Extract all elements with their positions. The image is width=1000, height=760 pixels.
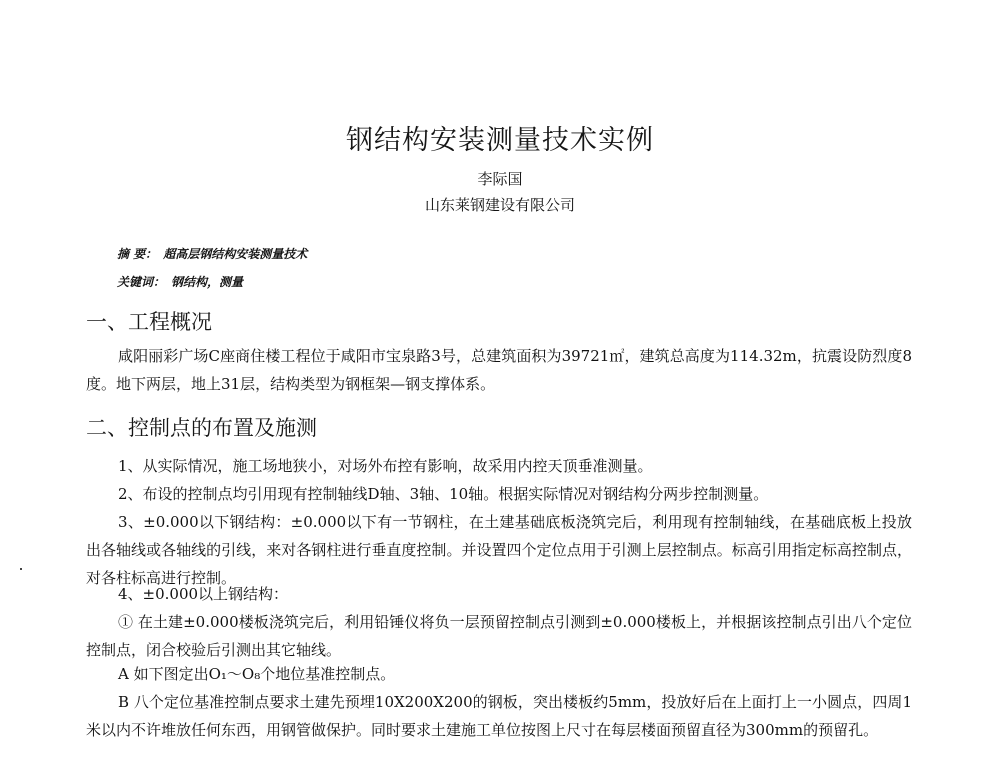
paragraph-item: 3、±0.000以下钢结构：±0.000以下有一节钢柱，在土建基础底板浇筑完后，利用现有控制轴线，在基础底板上投放出各轴线或各轴线的引线，来对各钢柱进行垂直度控制。并设置四个定位点用于引测上层控制点。标高引用指定标高控制点，对各柱标高进行控制。 [86,513,912,587]
author-affiliation: 山东莱钢建设有限公司 [424,196,575,214]
keywords-line [117,273,243,290]
abstract-line [117,245,307,262]
paragraph-item: 4、±0.000以上钢结构： [118,585,289,603]
paragraph-item: 1、从实际情况，施工场地狭小，对场外布控有影响，故采用内控天顶垂准测量。 [118,457,653,475]
paragraph-item: ① 在土建±0.000楼板浇筑完后，利用铅锤仪将负一层预留控制点引测到±0.000楼板上，并根据该控制点引出八个定位控制点，闭合校验后引测出其它轴线。 [86,613,912,659]
paragraph-item: A 如下图定出O₁～O₈个地位基准控制点。 [118,665,396,683]
scan-speck [20,568,22,570]
overview-paragraph: 咸阳丽彩广场C座商住楼工程位于咸阳市宝泉路3号，总建筑面积为39721㎡，建筑总高度为114.32m，抗震设防烈度8度。地下两层，地上31层，结构类型为钢框架—钢支撑体系。 [86,347,912,393]
paper-title: 钢结构安装测量技术实例 [346,125,654,156]
abstract-text: 超高层钢结构安装测量技术 [163,247,308,261]
section-heading-control-points: 二、控制点的布置及施测 [86,416,317,440]
author-name: 李际国 [477,170,523,188]
paragraph-item: B 八个定位基准控制点要求土建先预埋10X200X200的钢板，突出楼板约5mm，投放好后在上面打上一小圆点，四周1米以内不许堆放任何东西，用钢管做保护。同时要求土建施工单位按图上尺寸在每层楼面预留直径为300mm的预留孔。 [86,693,912,739]
keywords-label: 关键词： [117,275,166,289]
paragraph-item: 2、布设的控制点均引用现有控制轴线D轴、3轴、10轴。根据实际情况对钢结构分两步控制测量。 [118,485,769,503]
section-heading-overview: 一、工程概况 [86,310,212,334]
keywords-text: 钢结构，测量 [171,275,244,289]
abstract-label: 摘 要： [117,247,158,261]
